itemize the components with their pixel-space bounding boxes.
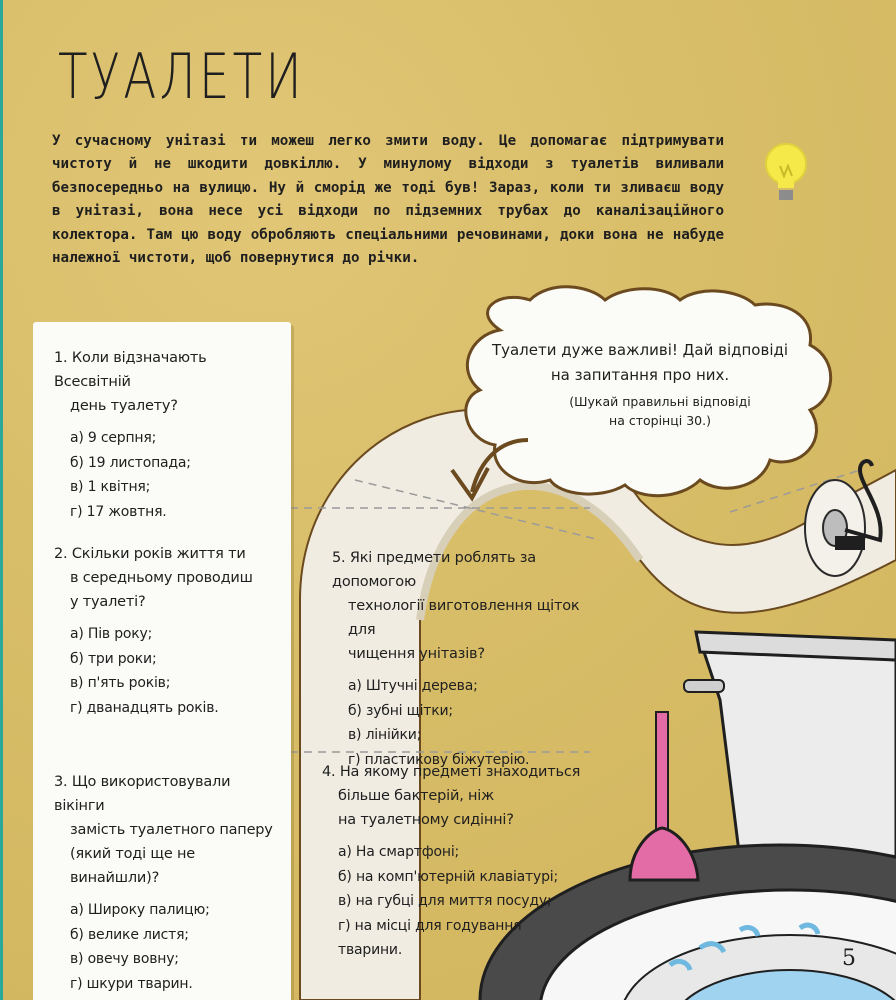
question-1-option-a: а) 9 серпня; bbox=[70, 430, 157, 446]
question-4-option-d: г) на місці для годування тварини. bbox=[338, 917, 522, 958]
question-5-line-3: чищення унітазів? bbox=[348, 646, 485, 662]
question-2-option-a: а) Пів року; bbox=[70, 626, 153, 642]
question-4-line-2: більше бактерій, ніж bbox=[338, 788, 494, 804]
question-4-option-b: б) на комп'ютерній клавіатурі; bbox=[338, 868, 558, 885]
cloud-line-1: Туалети дуже важливі! Дай відповіді bbox=[491, 341, 789, 359]
question-3-line-3: (який тоді ще не винайшли)? bbox=[70, 846, 195, 886]
question-5-line-2: технології виготовлення щіток для bbox=[348, 598, 580, 638]
question-5-option-d: г) пластикову біжутерію. bbox=[348, 751, 530, 768]
question-3-option-c: в) овечу вовну; bbox=[70, 951, 179, 967]
question-1-option-d: г) 17 жовтня. bbox=[70, 503, 167, 520]
question-3-option-d: г) шкури тварин. bbox=[70, 975, 193, 992]
question-5-option-a: а) Штучні дерева; bbox=[348, 678, 478, 694]
question-1-option-b: б) 19 листопада; bbox=[70, 454, 191, 471]
page-title: ТУАЛЕТИ bbox=[58, 40, 305, 113]
cloud-hint-1: (Шукай правильні відповіді bbox=[569, 394, 751, 409]
question-1 bbox=[54, 346, 284, 524]
question-4-options bbox=[322, 840, 582, 963]
page-number: 5 bbox=[842, 946, 856, 971]
question-2-option-c: в) п'ять років; bbox=[70, 675, 171, 691]
question-3-option-b: б) велике листя; bbox=[70, 926, 189, 943]
question-4-option-a: а) На смартфоні; bbox=[338, 844, 460, 860]
question-2-line-3: у туалеті? bbox=[70, 594, 146, 610]
question-1-line-1: 1. Коли відзначають Всесвітній bbox=[54, 350, 207, 390]
question-2 bbox=[54, 542, 284, 720]
question-5-line-1: 5. Які предмети роблять за допомогою bbox=[332, 550, 536, 590]
question-5-option-c: в) лінійки; bbox=[348, 727, 422, 743]
question-3-line-2: замість туалетного паперу bbox=[70, 822, 273, 838]
question-1-option-c: в) 1 квітня; bbox=[70, 479, 151, 495]
cloud-line-2: на запитання про них. bbox=[550, 366, 730, 384]
question-4-line-1: 4. На якому предметі знаходиться bbox=[322, 764, 581, 780]
question-1-options bbox=[54, 426, 284, 524]
question-5-option-b: б) зубні щітки; bbox=[348, 702, 453, 719]
question-4 bbox=[322, 760, 582, 963]
question-3-option-a: а) Широку палицю; bbox=[70, 902, 210, 918]
question-3-options bbox=[54, 898, 284, 996]
question-2-options bbox=[54, 622, 284, 720]
intro-paragraph: У сучасному унітазі ти можеш легко змити воду. Це допомагає підтримувати чистоту й не шкодити довкіллю. У минулому відходи з туалетів виливали безпосередньо на вулицю. Ну й сморід же тоді був! Зараз, коли ти зливаєш воду в унітазі, вона несе усі відходи по підземних трубах до каналізаційного колектора. Там цю воду обробляють спеціальними речовинами, доки вона не набуде належної чистоти, щоб повернутися до річки. bbox=[52, 133, 724, 267]
question-4-option-c: в) на губці для миття посуду; bbox=[338, 893, 552, 909]
question-3 bbox=[54, 770, 284, 996]
question-4-line-3: на туалетному сидінні? bbox=[338, 812, 514, 828]
question-2-line-2: в середньому проводиш bbox=[70, 570, 253, 586]
question-2-option-d: г) дванадцять років. bbox=[70, 699, 219, 716]
cloud-hint-2: на сторінці 30.) bbox=[609, 413, 711, 428]
question-5 bbox=[332, 546, 592, 772]
question-5-options bbox=[332, 674, 592, 772]
plunger-icon bbox=[630, 712, 698, 880]
speech-cloud-text bbox=[488, 338, 792, 430]
light-bulb-icon bbox=[756, 136, 818, 214]
question-3-line-1: 3. Що використовували вікінги bbox=[54, 774, 231, 814]
question-2-line-1: 2. Скільки років життя ти bbox=[54, 546, 246, 562]
question-1-line-2: день туалету? bbox=[70, 398, 178, 414]
question-2-option-b: б) три роки; bbox=[70, 650, 157, 667]
